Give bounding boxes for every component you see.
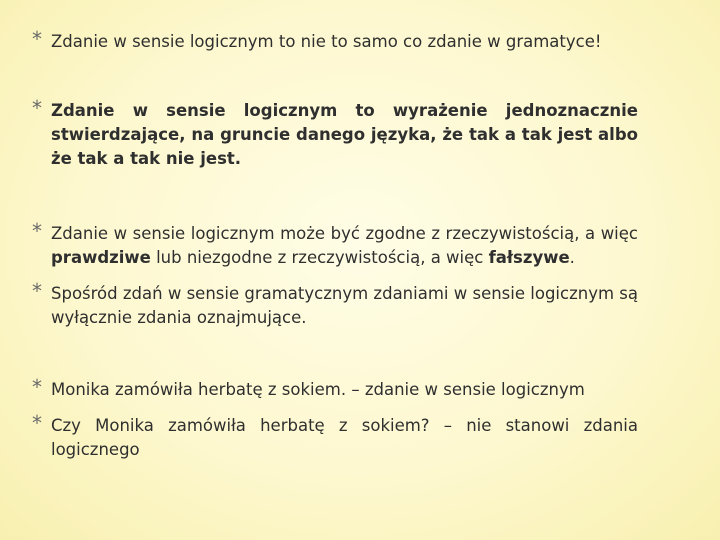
bullet-text: Zdanie w sensie logicznym to wyrażenie jednoznacznie stwierdzające, na gruncie danego języka, że tak a tak jest albo że tak a tak nie jest. <box>51 101 638 168</box>
bullet-2 <box>32 96 638 171</box>
bullet-6 <box>32 411 638 462</box>
bullet-text: Spośród zdań w sensie gramatycznym zdaniami w sensie logicznym są wyłącznie zdania oznajmujące. <box>51 284 638 327</box>
bullet-5 <box>32 375 638 402</box>
bold-term-true: prawdziwe <box>51 248 151 267</box>
bullet-3 <box>32 219 638 270</box>
text-part: . <box>569 248 575 267</box>
bullet-star-icon: * <box>32 219 42 243</box>
bullet-text: Monika zamówiła herbatę z sokiem. – zdanie w sensie logicznym <box>51 380 585 399</box>
bold-term-false: fałszywe <box>488 248 570 267</box>
text-part: Zdanie w sensie logicznym może być zgodne z rzeczywistością, a więc <box>51 224 638 243</box>
text-part: lub niezgodne z rzeczywistością, a więc <box>150 248 489 267</box>
bullet-star-icon: * <box>32 411 42 435</box>
bullet-text: Zdanie w sensie logicznym to nie to samo co zdanie w gramatyce! <box>51 32 602 51</box>
bullet-text: Czy Monika zamówiła herbatę z sokiem? – nie stanowi zdania logicznego <box>51 416 638 459</box>
bullet-4 <box>32 279 638 330</box>
bullet-star-icon: * <box>32 96 42 120</box>
bullet-1 <box>32 27 638 54</box>
bullet-text <box>32 222 638 270</box>
bullet-star-icon: * <box>32 375 42 399</box>
bullet-star-icon: * <box>32 27 42 51</box>
bullet-star-icon: * <box>32 279 42 303</box>
